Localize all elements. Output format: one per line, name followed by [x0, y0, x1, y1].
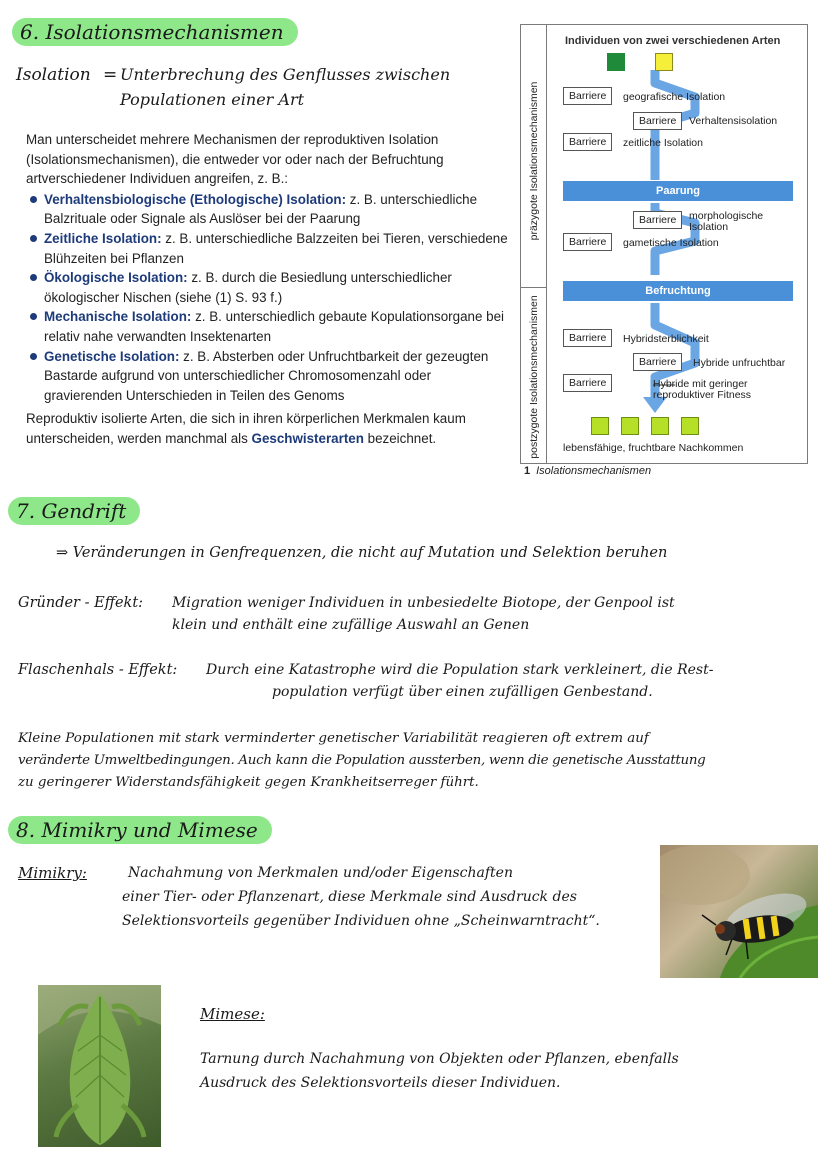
section-8-heading: 8. Mimikry und Mimese: [8, 816, 272, 844]
prezygotic-label: präzygote Isolationsmechanismen: [528, 81, 540, 241]
list-item: Zeitliche Isolation: z. B. unterschiedliche Balzzeiten bei Tieren, verschiedene Blühzeiten bei Pflanzen: [26, 229, 510, 268]
founder-effect-term: Gründer - Effekt:: [18, 595, 144, 611]
mating-band: Paarung: [563, 181, 793, 201]
label-low-fitness-2: reproduktiver Fitness: [653, 389, 752, 401]
textbook-intro: Man unterscheidet mehrere Mechanismen der reproduktiven Isolation (Isolationsmechanismen), die entweder vor oder nach der Befruchtung artverschiedener Individuen angreifen, z. B.:: [26, 132, 444, 187]
section-6-heading: 6. Isolationsmechanismen: [12, 18, 298, 46]
isolation-definition-line1: Unterbrechung des Genflusses zwischen: [120, 65, 451, 84]
hoverfly-photo: [660, 845, 818, 978]
textbook-excerpt: [26, 130, 510, 449]
small-population-line1: Kleine Populationen mit stark verminderter genetischer Variabilität reagieren oft extrem auf: [18, 731, 649, 746]
definition-equals: =: [103, 65, 118, 85]
figure-title: Individuen von zwei verschiedenen Arten: [565, 35, 781, 47]
figure-side-divider: [521, 287, 547, 288]
label-geographic: geografische Isolation: [623, 91, 726, 103]
offspring-square: [591, 417, 609, 435]
species-b-square: [655, 53, 673, 71]
postzygotic-label: postzygote Isolationsmechanismen: [528, 295, 540, 459]
label-hybrid-mortality: Hybridsterblichkeit: [623, 333, 709, 345]
species-a-square: [607, 53, 625, 71]
fertilization-band: Befruchtung: [563, 281, 793, 301]
small-population-line3: zu geringerer Widerstandsfähigkeit gegen Krankheitserreger führt.: [18, 775, 479, 790]
offspring-square: [621, 417, 639, 435]
barrier-box: Barriere: [563, 133, 612, 151]
textbook-outro: Reproduktiv isolierte Arten, die sich in ihren körperlichen Merkmalen kaum unterscheiden, werden manchmal als Geschwisterarten bezeichnet.: [26, 411, 466, 446]
label-gametic: gametische Isolation: [623, 237, 719, 249]
list-item: Verhaltensbiologische (Ethologische) Isolation: z. B. unterschiedliche Balzrituale oder Signale als Auslöser bei der Paarung: [26, 190, 510, 229]
leaf-insect-photo: [38, 985, 161, 1147]
isolation-mechanisms-figure: [520, 24, 808, 464]
barrier-box: Barriere: [633, 112, 682, 130]
isolation-term: Isolation: [16, 65, 91, 85]
bottleneck-effect-term: Flaschenhals - Effekt:: [18, 662, 178, 678]
list-item: Genetische Isolation: z. B. Absterben oder Unfruchtbarkeit der gezeugten Bastarde aufgrund von unterschiedlicher Chromosomenzahl oder gravierenden Unterschieden in Teilen des Genoms: [26, 347, 510, 406]
mimese-term: Mimese:: [200, 1005, 265, 1023]
mimicry-line3: Selektionsvorteils gegenüber Individuen ohne „Scheinwarntracht“.: [122, 913, 600, 929]
isolation-definition-line2: Populationen einer Art: [120, 90, 305, 109]
list-item: Ökologische Isolation: z. B. durch die Besiedlung unterschiedlicher ökologischer Nischen (siehe (1) S. 93 f.): [26, 268, 510, 307]
mimicry-line1: Nachahmung von Merkmalen und/oder Eigenschaften: [128, 865, 513, 881]
label-hybrid-sterile: Hybride unfruchtbar: [693, 357, 786, 369]
barrier-box: Barriere: [633, 353, 682, 371]
label-temporal: zeitliche Isolation: [623, 137, 703, 149]
leaf-insect-illustration: [38, 985, 161, 1147]
barrier-box: Barriere: [563, 233, 612, 251]
list-item: Mechanische Isolation: z. B. unterschiedlich gebaute Kopulationsorgane bei relativ nahe verwandten Insektenarten: [26, 307, 510, 346]
mimese-line2: Ausdruck des Selektionsvorteils dieser Individuen.: [200, 1075, 561, 1091]
hoverfly-illustration: [660, 845, 818, 978]
barrier-box: Barriere: [563, 374, 612, 392]
label-viable-offspring: lebensfähige, fruchtbare Nachkommen: [563, 442, 744, 454]
section-7-heading: 7. Gendrift: [8, 497, 140, 525]
mimicry-term: Mimikry:: [18, 864, 87, 882]
label-behavioral: Verhaltensisolation: [689, 115, 778, 127]
barrier-box: Barriere: [563, 329, 612, 347]
mimese-line1: Tarnung durch Nachahmung von Objekten oder Pflanzen, ebenfalls: [200, 1051, 679, 1067]
bottleneck-effect-line2: population verfügt über einen zufälligen Genbestand.: [272, 684, 653, 700]
mechanism-list: [26, 190, 510, 406]
barrier-box: Barriere: [563, 87, 612, 105]
barrier-box: Barriere: [633, 211, 682, 229]
label-low-fitness-1: Hybride mit geringer: [653, 378, 748, 390]
founder-effect-line1: Migration weniger Individuen in unbesiedelte Biotope, der Genpool ist: [172, 595, 675, 611]
offspring-square: [651, 417, 669, 435]
offspring-square: [681, 417, 699, 435]
figure-caption: 1 Isolationsmechanismen: [524, 465, 652, 477]
small-population-line2: veränderte Umweltbedingungen. Auch kann die Population aussterben, wenn die genetische Ausstattung: [18, 753, 706, 768]
mimicry-line2: einer Tier- oder Pflanzenart, diese Merkmale sind Ausdruck des: [122, 889, 577, 905]
label-morphological-1: morphologische: [689, 210, 764, 222]
bottleneck-effect-line1: Durch eine Katastrophe wird die Population stark verkleinert, die Rest-: [206, 662, 714, 678]
label-morphological-2: Isolation: [689, 221, 729, 233]
gendrift-definition: ⇒ Veränderungen in Genfrequenzen, die nicht auf Mutation und Selektion beruhen: [56, 545, 668, 561]
founder-effect-line2: klein und enthält eine zufällige Auswahl an Genen: [172, 617, 530, 633]
